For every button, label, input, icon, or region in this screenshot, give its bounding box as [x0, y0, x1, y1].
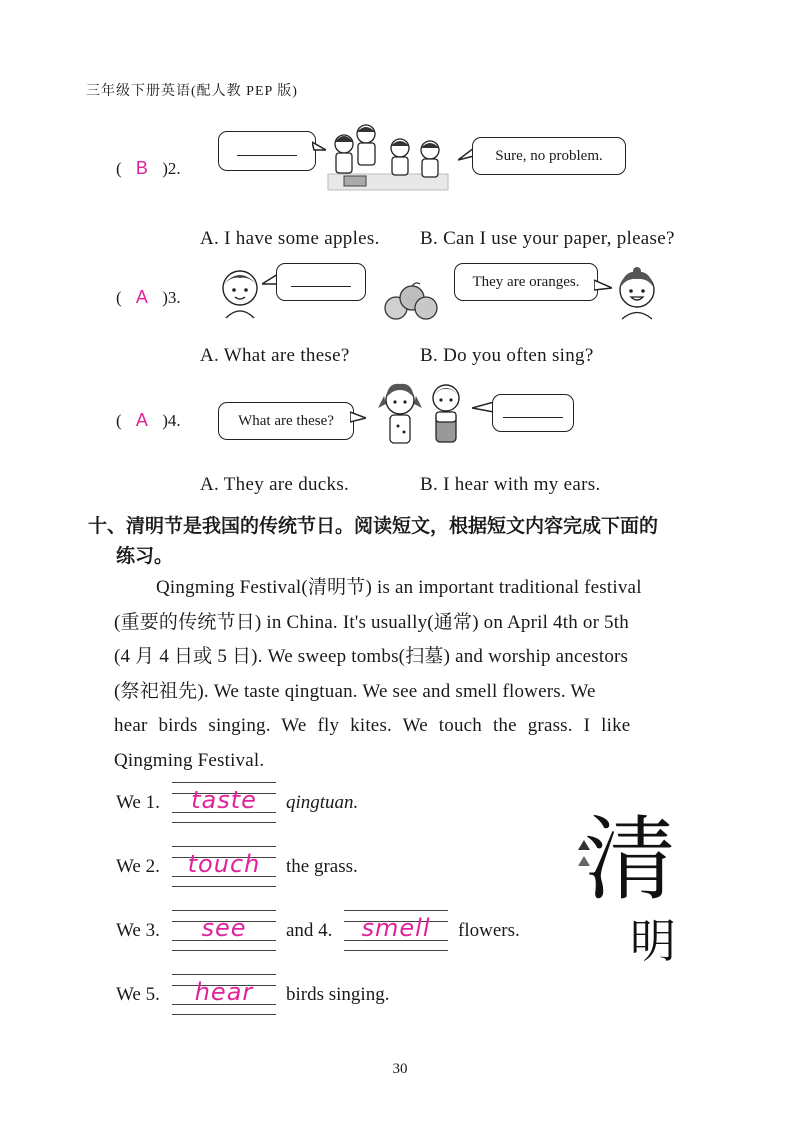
writing-lines-2 — [172, 846, 276, 886]
page-header: 三年级下册英语(配人教 PEP 版) — [86, 84, 298, 99]
fill-row-4-suffix: birds singing. — [286, 984, 390, 1005]
fill-row-1-prefix: We 1. — [116, 792, 160, 813]
answer-blank — [503, 416, 563, 418]
writing-lines-1 — [172, 782, 276, 822]
section-title: 十、清明节是我国的传统节日。阅读短文，根据短文内容完成下面的 — [88, 515, 659, 537]
writing-lines-4 — [344, 910, 448, 950]
page-number: 30 — [392, 1061, 408, 1077]
answer-word: hear — [194, 978, 254, 1006]
calligraphy-qing: 清 — [584, 806, 677, 913]
speech-bubble-left — [276, 263, 366, 301]
writing-lines-5 — [172, 974, 276, 1014]
paren-close: ) — [162, 411, 168, 430]
bubble-tail-icon — [472, 400, 494, 416]
paren-open: ( — [116, 288, 122, 307]
answer-mark: A — [135, 287, 148, 307]
passage-line: Qingming Festival(清明节) is an important traditional festival — [156, 577, 642, 598]
option-a: A. They are ducks. — [200, 474, 350, 495]
paren-close: ) — [162, 288, 168, 307]
paren-open: ( — [116, 411, 122, 430]
speech-bubble-right: They are oranges. — [454, 263, 598, 301]
girl-face-illustration — [612, 266, 662, 320]
girl-and-boy-illustration — [374, 378, 470, 452]
passage-line: (重要的传统节日) in China. It's usually(通常) on April 4th or 5th — [114, 611, 629, 633]
option-b: B. I hear with my ears. — [420, 474, 601, 495]
answer-word: taste — [191, 786, 257, 814]
speech-bubble-right: Sure, no problem. — [472, 137, 626, 175]
paren-close: ) — [162, 159, 168, 178]
question-4-label — [116, 410, 181, 431]
fill-row-2-prefix: We 2. — [116, 856, 160, 877]
option-a: A. I have some apples. — [200, 228, 380, 249]
speech-bubble-left: What are these? — [218, 402, 354, 440]
fill-row-3-middle: and 4. — [286, 920, 333, 941]
answer-word: touch — [187, 850, 261, 878]
oranges-illustration — [380, 280, 442, 322]
boy-face-illustration — [216, 266, 264, 320]
answer-mark: B — [135, 158, 148, 178]
speech-bubble-left — [218, 131, 316, 171]
option-a: A. What are these? — [200, 345, 350, 366]
option-b: B. Can I use your paper, please? — [420, 228, 675, 249]
option-b: B. Do you often sing? — [420, 345, 594, 366]
fill-row-3-prefix: We 3. — [116, 920, 160, 941]
children-sharing-illustration — [324, 122, 452, 194]
answer-blank — [237, 154, 297, 156]
paren-open: ( — [116, 159, 122, 178]
answer-word: see — [201, 914, 247, 942]
passage-line: (祭祀祖先). We taste qingtuan. We see and smell flowers. We — [114, 680, 596, 702]
bubble-tail-icon — [594, 278, 612, 292]
question-number: 3. — [167, 288, 181, 307]
fill-row-4-prefix: We 5. — [116, 984, 160, 1005]
answer-word: smell — [361, 914, 431, 942]
passage-line: hear birds singing. We fly kites. We touch the grass. I like — [114, 715, 631, 736]
passage-line: Qingming Festival. — [114, 749, 265, 771]
question-3-label — [116, 287, 181, 308]
calligraphy-ming: 明 — [630, 914, 676, 968]
writing-lines-3 — [172, 910, 276, 950]
passage-line: (4 月 4 日或 5 日). We sweep tombs(扫墓) and worship ancestors — [114, 646, 629, 667]
section-title-continued: 练习。 — [116, 545, 174, 567]
fill-row-1-suffix: qingtuan. — [286, 792, 359, 813]
speech-bubble-right — [492, 394, 574, 432]
question-number: 2. — [167, 159, 181, 178]
fill-row-3-suffix: flowers. — [458, 920, 520, 941]
answer-mark: A — [135, 410, 148, 430]
question-number: 4. — [167, 411, 181, 430]
reading-passage — [114, 571, 718, 778]
bubble-tail-icon — [350, 410, 366, 424]
question-2-label — [116, 158, 181, 179]
answer-blank — [291, 285, 351, 287]
fill-row-2-suffix: the grass. — [286, 856, 358, 877]
